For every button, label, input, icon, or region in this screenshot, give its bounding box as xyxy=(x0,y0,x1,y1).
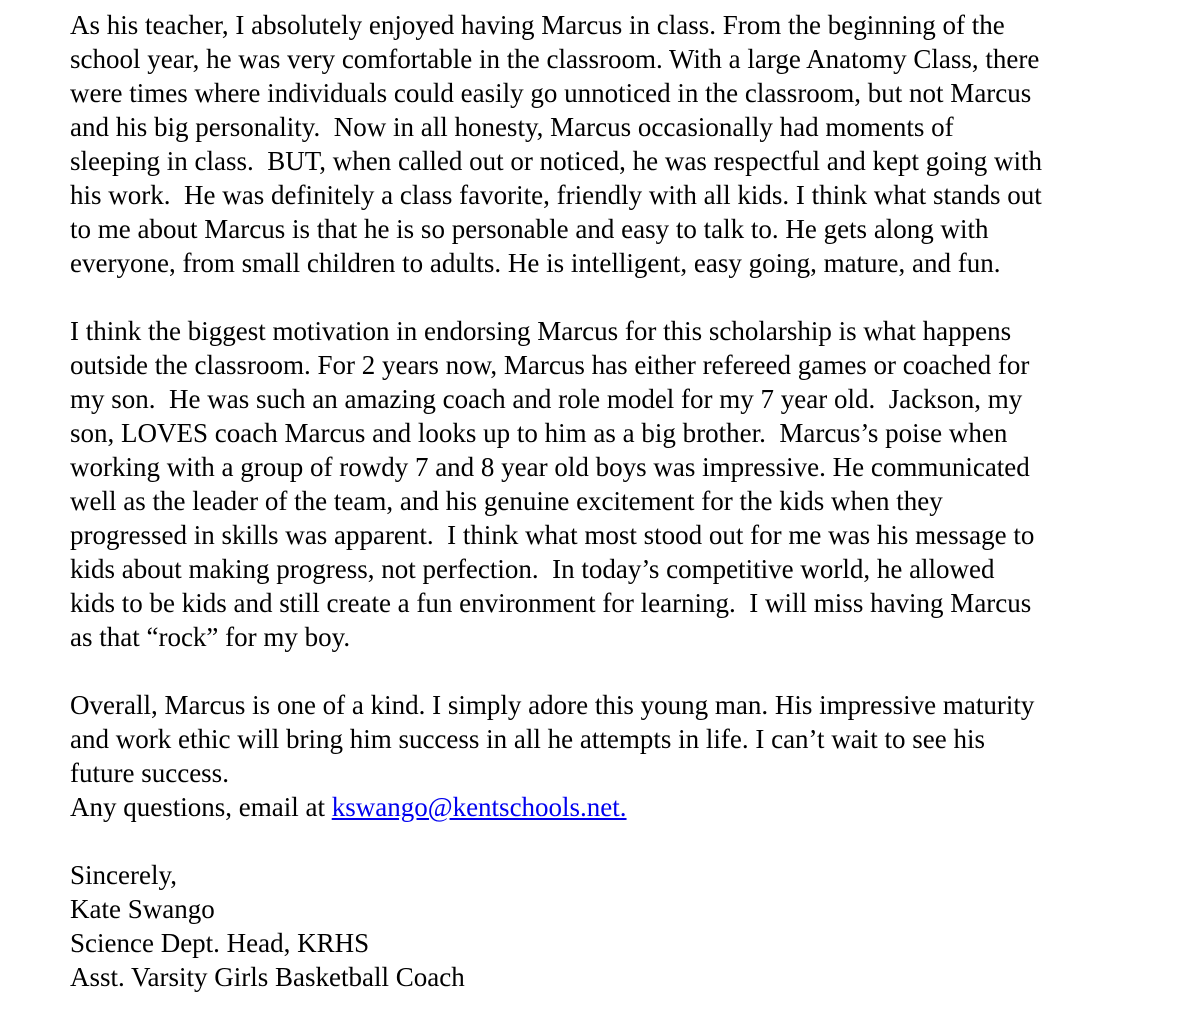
signature-title: Science Dept. Head, KRHS xyxy=(70,928,370,958)
text-line: progressed in skills was apparent. I think what most stood out for me was his message to xyxy=(70,520,1035,550)
text-line: everyone, from small children to adults. He is intelligent, easy going, mature, and fun. xyxy=(70,248,1001,278)
text-line: working with a group of rowdy 7 and 8 year old boys was impressive. He communicated xyxy=(70,452,1030,482)
text-line: school year, he was very comfortable in the classroom. With a large Anatomy Class, there xyxy=(70,44,1040,74)
contact-prefix: Any questions, email at xyxy=(70,792,332,822)
paragraph-spacer xyxy=(70,824,1150,858)
text-line: Overall, Marcus is one of a kind. I simply adore this young man. His impressive maturity xyxy=(70,690,1035,720)
paragraph-1 xyxy=(70,8,1150,280)
signature-title: Asst. Varsity Girls Basketball Coach xyxy=(70,962,465,992)
text-line: to me about Marcus is that he is so personable and easy to talk to. He gets along with xyxy=(70,214,989,244)
text-line: well as the leader of the team, and his genuine excitement for the kids when they xyxy=(70,486,943,516)
text-line: his work. He was definitely a class favorite, friendly with all kids. I think what stands out xyxy=(70,180,1042,210)
closing: Sincerely, xyxy=(70,860,177,890)
text-line: future success. xyxy=(70,758,229,788)
text-line: sleeping in class. BUT, when called out or noticed, he was respectful and kept going with xyxy=(70,146,1042,176)
text-line: as that “rock” for my boy. xyxy=(70,622,351,652)
paragraph-spacer xyxy=(70,280,1150,314)
signature-name: Kate Swango xyxy=(70,894,215,924)
text-line: kids about making progress, not perfection. In today’s competitive world, he allowed xyxy=(70,554,995,584)
text-line: kids to be kids and still create a fun environment for learning. I will miss having Marcus xyxy=(70,588,1032,618)
text-line: son, LOVES coach Marcus and looks up to him as a big brother. Marcus’s poise when xyxy=(70,418,1008,448)
paragraph-2 xyxy=(70,314,1150,654)
text-line: my son. He was such an amazing coach and role model for my 7 year old. Jackson, my xyxy=(70,384,1023,414)
signature-block xyxy=(70,858,1150,994)
letter-body xyxy=(70,8,1150,994)
text-line: were times where individuals could easily go unnoticed in the classroom, but not Marcus xyxy=(70,78,1032,108)
paragraph-spacer xyxy=(70,654,1150,688)
contact-line xyxy=(70,790,1150,824)
text-line: and his big personality. Now in all honesty, Marcus occasionally had moments of xyxy=(70,112,954,142)
text-line: I think the biggest motivation in endorsing Marcus for this scholarship is what happens xyxy=(70,316,1012,346)
text-line: As his teacher, I absolutely enjoyed having Marcus in class. From the beginning of the xyxy=(70,10,1005,40)
email-link[interactable]: kswango@kentschools.net. xyxy=(331,792,627,822)
text-line: and work ethic will bring him success in all he attempts in life. I can’t wait to see his xyxy=(70,724,986,754)
text-line: outside the classroom. For 2 years now, Marcus has either refereed games or coached for xyxy=(70,350,1030,380)
paragraph-3 xyxy=(70,688,1150,790)
